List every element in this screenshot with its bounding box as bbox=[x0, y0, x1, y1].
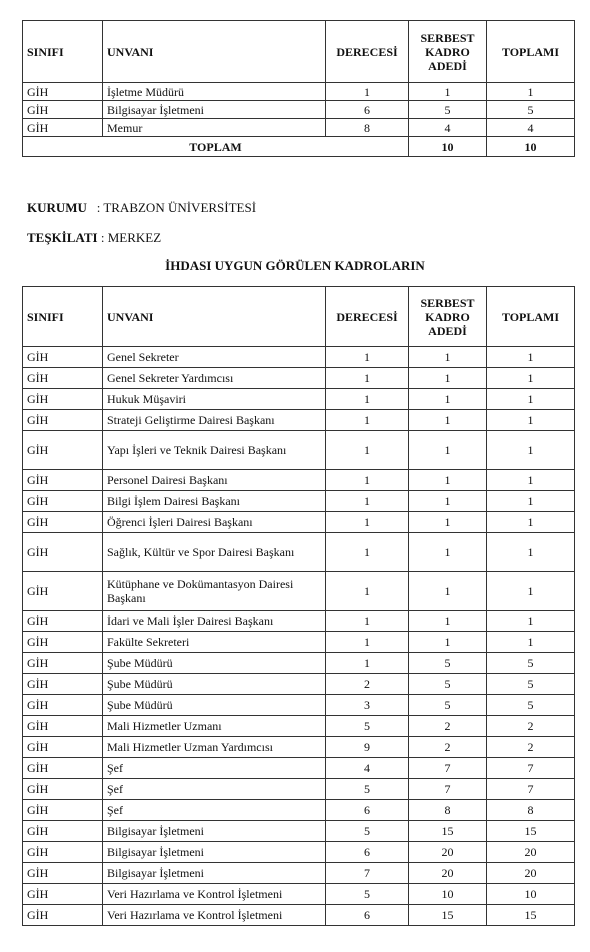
cell-toplami: 1 bbox=[487, 512, 575, 533]
cell-derecesi: 3 bbox=[326, 695, 409, 716]
cell-derecesi: 6 bbox=[326, 800, 409, 821]
table-row bbox=[23, 389, 575, 410]
header-derecesi: DERECESİ bbox=[326, 287, 409, 347]
table-header-row bbox=[23, 21, 575, 83]
cell-derecesi: 1 bbox=[326, 611, 409, 632]
cell-unvani: Şube Müdürü bbox=[103, 674, 326, 695]
total-serbest: 10 bbox=[409, 137, 487, 157]
cell-sinifi: GİH bbox=[23, 674, 103, 695]
cell-serbest-kadro-adedi: 1 bbox=[409, 512, 487, 533]
cell-toplami: 1 bbox=[487, 611, 575, 632]
cell-unvani: Veri Hazırlama ve Kontrol İşletmeni bbox=[103, 884, 326, 905]
cell-toplami: 20 bbox=[487, 863, 575, 884]
cell-sinifi: GİH bbox=[23, 821, 103, 842]
cell-serbest-kadro-adedi: 1 bbox=[409, 470, 487, 491]
cell-derecesi: 5 bbox=[326, 884, 409, 905]
header-serbest-kadro-adedi bbox=[409, 287, 487, 347]
cell-serbest-kadro-adedi: 15 bbox=[409, 821, 487, 842]
cell-derecesi: 1 bbox=[326, 653, 409, 674]
cell-derecesi: 1 bbox=[326, 368, 409, 389]
cell-unvani: Fakülte Sekreteri bbox=[103, 632, 326, 653]
cell-unvani: Veri Hazırlama ve Kontrol İşletmeni bbox=[103, 905, 326, 926]
table-row bbox=[23, 431, 575, 470]
cell-sinifi: GİH bbox=[23, 758, 103, 779]
cell-derecesi: 1 bbox=[326, 410, 409, 431]
cell-toplami: 1 bbox=[487, 470, 575, 491]
table-row bbox=[23, 884, 575, 905]
cell-sinifi: GİH bbox=[23, 800, 103, 821]
cell-unvani: Şef bbox=[103, 779, 326, 800]
cell-derecesi: 1 bbox=[326, 572, 409, 611]
cell-sinifi: GİH bbox=[23, 779, 103, 800]
cell-unvani: Genel Sekreter bbox=[103, 347, 326, 368]
cell-unvani: Mali Hizmetler Uzmanı bbox=[103, 716, 326, 737]
header-sinifi: SINIFI bbox=[23, 21, 103, 83]
cell-serbest-kadro-adedi: 5 bbox=[409, 101, 487, 119]
total-label: TOPLAM bbox=[23, 137, 409, 157]
table-row bbox=[23, 368, 575, 389]
header-serbest-kadro-adedi bbox=[409, 21, 487, 83]
table-row bbox=[23, 533, 575, 572]
cell-unvani: Şube Müdürü bbox=[103, 695, 326, 716]
table-row bbox=[23, 410, 575, 431]
header-serbest-line3: ADEDİ bbox=[428, 58, 467, 73]
teskilati-value: : MERKEZ bbox=[100, 230, 162, 245]
cell-sinifi: GİH bbox=[23, 572, 103, 611]
kurumu-label: KURUMU bbox=[27, 200, 87, 215]
cell-derecesi: 1 bbox=[326, 347, 409, 368]
cell-serbest-kadro-adedi: 1 bbox=[409, 83, 487, 101]
section-heading: İHDASI UYGUN GÖRÜLEN KADROLARIN bbox=[165, 258, 425, 273]
cell-toplami: 5 bbox=[487, 653, 575, 674]
cell-sinifi: GİH bbox=[23, 491, 103, 512]
table-row bbox=[23, 470, 575, 491]
table-row bbox=[23, 716, 575, 737]
cell-sinifi: GİH bbox=[23, 410, 103, 431]
cell-derecesi: 1 bbox=[326, 470, 409, 491]
kurumu-line bbox=[27, 200, 256, 216]
cell-toplami: 1 bbox=[487, 368, 575, 389]
cell-toplami: 5 bbox=[487, 101, 575, 119]
cell-toplami: 1 bbox=[487, 491, 575, 512]
cell-serbest-kadro-adedi: 1 bbox=[409, 533, 487, 572]
header-serbest-line1: SERBEST bbox=[420, 295, 475, 310]
cell-unvani: Sağlık, Kültür ve Spor Dairesi Başkanı bbox=[103, 533, 326, 572]
cell-derecesi: 1 bbox=[326, 83, 409, 101]
cell-sinifi: GİH bbox=[23, 389, 103, 410]
cell-toplami: 5 bbox=[487, 674, 575, 695]
table-row bbox=[23, 737, 575, 758]
cell-toplami: 5 bbox=[487, 695, 575, 716]
cell-unvani: İşletme Müdürü bbox=[103, 83, 326, 101]
cell-unvani: Personel Dairesi Başkanı bbox=[103, 470, 326, 491]
cell-sinifi: GİH bbox=[23, 695, 103, 716]
cell-serbest-kadro-adedi: 7 bbox=[409, 779, 487, 800]
cell-unvani: Genel Sekreter Yardımcısı bbox=[103, 368, 326, 389]
cell-sinifi: GİH bbox=[23, 905, 103, 926]
cell-serbest-kadro-adedi: 20 bbox=[409, 863, 487, 884]
cell-sinifi: GİH bbox=[23, 863, 103, 884]
cell-serbest-kadro-adedi: 5 bbox=[409, 653, 487, 674]
table-row bbox=[23, 611, 575, 632]
cell-serbest-kadro-adedi: 1 bbox=[409, 347, 487, 368]
cell-derecesi: 1 bbox=[326, 389, 409, 410]
cell-derecesi: 1 bbox=[326, 512, 409, 533]
table-row bbox=[23, 674, 575, 695]
table-kadro-2 bbox=[22, 286, 575, 926]
cell-toplami: 7 bbox=[487, 758, 575, 779]
table-row bbox=[23, 821, 575, 842]
cell-derecesi: 1 bbox=[326, 533, 409, 572]
cell-derecesi: 7 bbox=[326, 863, 409, 884]
table-row bbox=[23, 101, 575, 119]
cell-unvani: Bilgisayar İşletmeni bbox=[103, 842, 326, 863]
cell-derecesi: 9 bbox=[326, 737, 409, 758]
table-row bbox=[23, 905, 575, 926]
cell-toplami: 1 bbox=[487, 410, 575, 431]
cell-serbest-kadro-adedi: 5 bbox=[409, 674, 487, 695]
cell-sinifi: GİH bbox=[23, 83, 103, 101]
table-row bbox=[23, 512, 575, 533]
cell-unvani: Şef bbox=[103, 800, 326, 821]
cell-sinifi: GİH bbox=[23, 884, 103, 905]
cell-derecesi: 8 bbox=[326, 119, 409, 137]
header-unvani: UNVANI bbox=[103, 287, 326, 347]
cell-sinifi: GİH bbox=[23, 512, 103, 533]
cell-serbest-kadro-adedi: 1 bbox=[409, 611, 487, 632]
cell-toplami: 7 bbox=[487, 779, 575, 800]
cell-sinifi: GİH bbox=[23, 119, 103, 137]
table-total-row bbox=[23, 137, 575, 157]
cell-unvani: Kütüphane ve Dokümantasyon Dairesi Başkanı bbox=[103, 572, 326, 611]
table-row bbox=[23, 119, 575, 137]
cell-serbest-kadro-adedi: 1 bbox=[409, 632, 487, 653]
header-serbest-line3: ADEDİ bbox=[428, 323, 467, 338]
cell-serbest-kadro-adedi: 1 bbox=[409, 410, 487, 431]
cell-derecesi: 6 bbox=[326, 842, 409, 863]
cell-serbest-kadro-adedi: 15 bbox=[409, 905, 487, 926]
table-row bbox=[23, 83, 575, 101]
cell-unvani: Şef bbox=[103, 758, 326, 779]
cell-sinifi: GİH bbox=[23, 347, 103, 368]
cell-sinifi: GİH bbox=[23, 653, 103, 674]
table-row bbox=[23, 491, 575, 512]
table-row bbox=[23, 632, 575, 653]
table-row bbox=[23, 758, 575, 779]
cell-serbest-kadro-adedi: 1 bbox=[409, 368, 487, 389]
table-row bbox=[23, 779, 575, 800]
cell-serbest-kadro-adedi: 5 bbox=[409, 695, 487, 716]
cell-unvani: Öğrenci İşleri Dairesi Başkanı bbox=[103, 512, 326, 533]
cell-unvani: Bilgisayar İşletmeni bbox=[103, 101, 326, 119]
cell-unvani: Hukuk Müşaviri bbox=[103, 389, 326, 410]
cell-unvani: Bilgisayar İşletmeni bbox=[103, 863, 326, 884]
cell-serbest-kadro-adedi: 1 bbox=[409, 491, 487, 512]
cell-unvani: Şube Müdürü bbox=[103, 653, 326, 674]
cell-sinifi: GİH bbox=[23, 533, 103, 572]
table-row bbox=[23, 695, 575, 716]
cell-unvani: Yapı İşleri ve Teknik Dairesi Başkanı bbox=[103, 431, 326, 470]
cell-unvani: İdari ve Mali İşler Dairesi Başkanı bbox=[103, 611, 326, 632]
cell-serbest-kadro-adedi: 10 bbox=[409, 884, 487, 905]
cell-toplami: 15 bbox=[487, 821, 575, 842]
cell-toplami: 20 bbox=[487, 842, 575, 863]
cell-toplami: 2 bbox=[487, 716, 575, 737]
table-row bbox=[23, 347, 575, 368]
table-row bbox=[23, 653, 575, 674]
header-derecesi: DERECESİ bbox=[326, 21, 409, 83]
teskilati-line bbox=[27, 230, 161, 246]
cell-sinifi: GİH bbox=[23, 611, 103, 632]
cell-sinifi: GİH bbox=[23, 101, 103, 119]
total-toplam: 10 bbox=[487, 137, 575, 157]
cell-toplami: 4 bbox=[487, 119, 575, 137]
cell-sinifi: GİH bbox=[23, 368, 103, 389]
cell-toplami: 1 bbox=[487, 572, 575, 611]
cell-serbest-kadro-adedi: 7 bbox=[409, 758, 487, 779]
cell-unvani: Mali Hizmetler Uzman Yardımcısı bbox=[103, 737, 326, 758]
cell-toplami: 1 bbox=[487, 533, 575, 572]
header-serbest-line2: KADRO bbox=[425, 44, 470, 59]
cell-serbest-kadro-adedi: 1 bbox=[409, 572, 487, 611]
cell-derecesi: 1 bbox=[326, 491, 409, 512]
cell-derecesi: 5 bbox=[326, 779, 409, 800]
cell-serbest-kadro-adedi: 4 bbox=[409, 119, 487, 137]
cell-sinifi: GİH bbox=[23, 737, 103, 758]
header-toplami: TOPLAMI bbox=[487, 287, 575, 347]
table-row bbox=[23, 842, 575, 863]
cell-toplami: 2 bbox=[487, 737, 575, 758]
cell-toplami: 10 bbox=[487, 884, 575, 905]
cell-derecesi: 2 bbox=[326, 674, 409, 695]
table-body bbox=[23, 347, 575, 926]
cell-serbest-kadro-adedi: 1 bbox=[409, 431, 487, 470]
cell-sinifi: GİH bbox=[23, 842, 103, 863]
cell-derecesi: 6 bbox=[326, 101, 409, 119]
cell-toplami: 1 bbox=[487, 632, 575, 653]
cell-derecesi: 6 bbox=[326, 905, 409, 926]
kurumu-value: : TRABZON ÜNİVERSİTESİ bbox=[96, 200, 257, 215]
cell-sinifi: GİH bbox=[23, 470, 103, 491]
cell-toplami: 8 bbox=[487, 800, 575, 821]
cell-toplami: 1 bbox=[487, 83, 575, 101]
table-body bbox=[23, 83, 575, 157]
cell-unvani: Bilgisayar İşletmeni bbox=[103, 821, 326, 842]
teskilati-label: TEŞKİLATI bbox=[27, 230, 98, 245]
cell-sinifi: GİH bbox=[23, 632, 103, 653]
table-row bbox=[23, 572, 575, 611]
cell-derecesi: 5 bbox=[326, 716, 409, 737]
cell-sinifi: GİH bbox=[23, 431, 103, 470]
cell-toplami: 15 bbox=[487, 905, 575, 926]
cell-toplami: 1 bbox=[487, 389, 575, 410]
cell-unvani: Strateji Geliştirme Dairesi Başkanı bbox=[103, 410, 326, 431]
header-serbest-line1: SERBEST bbox=[420, 30, 475, 45]
table-header-row bbox=[23, 287, 575, 347]
cell-serbest-kadro-adedi: 20 bbox=[409, 842, 487, 863]
cell-derecesi: 4 bbox=[326, 758, 409, 779]
table-row bbox=[23, 800, 575, 821]
cell-derecesi: 1 bbox=[326, 431, 409, 470]
cell-unvani: Bilgi İşlem Dairesi Başkanı bbox=[103, 491, 326, 512]
cell-derecesi: 5 bbox=[326, 821, 409, 842]
cell-serbest-kadro-adedi: 2 bbox=[409, 737, 487, 758]
header-unvani: UNVANI bbox=[103, 21, 326, 83]
table-row bbox=[23, 863, 575, 884]
cell-sinifi: GİH bbox=[23, 716, 103, 737]
header-sinifi: SINIFI bbox=[23, 287, 103, 347]
cell-serbest-kadro-adedi: 1 bbox=[409, 389, 487, 410]
header-toplami: TOPLAMI bbox=[487, 21, 575, 83]
cell-toplami: 1 bbox=[487, 347, 575, 368]
cell-serbest-kadro-adedi: 8 bbox=[409, 800, 487, 821]
cell-derecesi: 1 bbox=[326, 632, 409, 653]
cell-serbest-kadro-adedi: 2 bbox=[409, 716, 487, 737]
table-kadro-1 bbox=[22, 20, 575, 157]
cell-unvani: Memur bbox=[103, 119, 326, 137]
cell-toplami: 1 bbox=[487, 431, 575, 470]
header-serbest-line2: KADRO bbox=[425, 309, 470, 324]
